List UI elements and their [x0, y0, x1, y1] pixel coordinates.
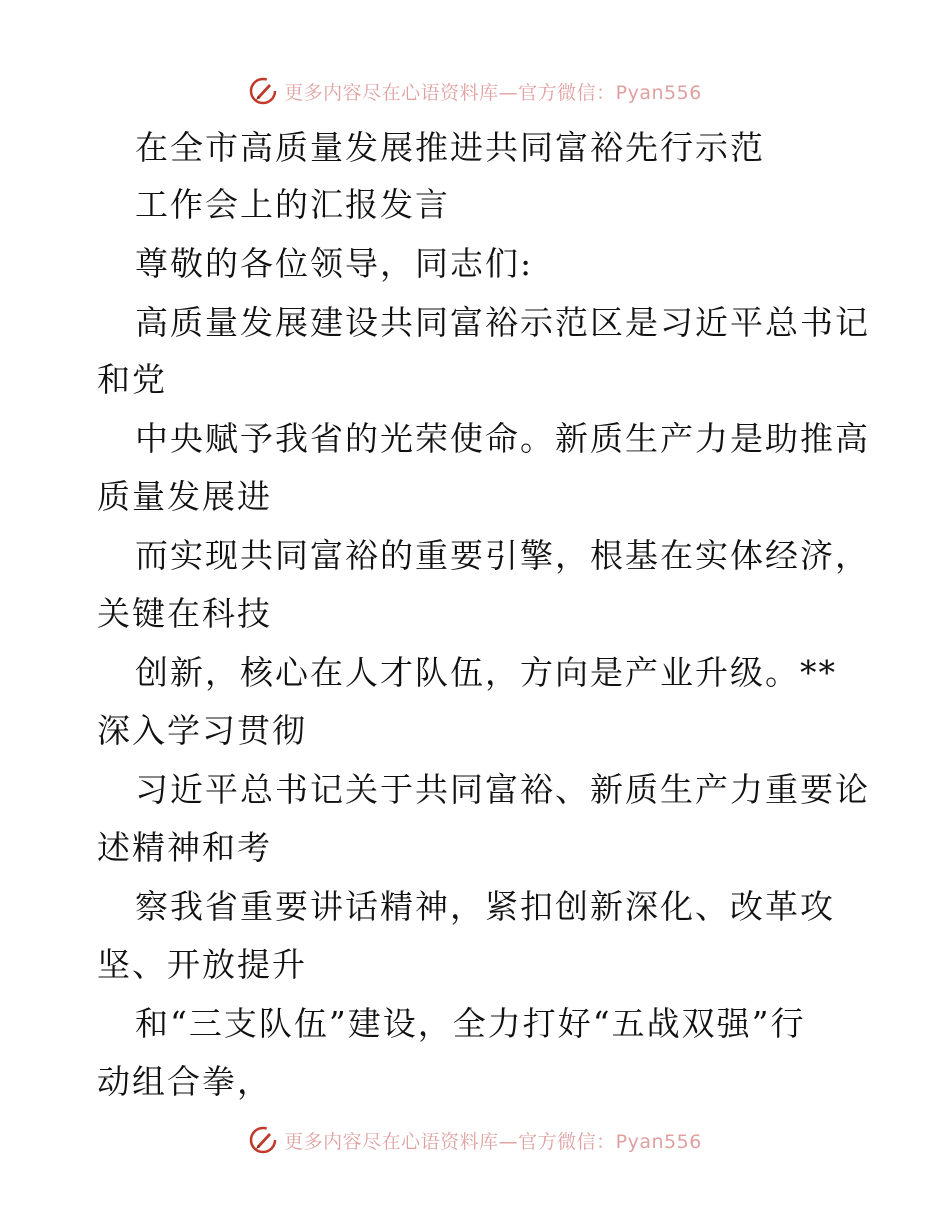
paragraph-line: 动组合拳， — [97, 1062, 272, 1101]
feather-pen-logo-icon — [248, 1125, 278, 1155]
feather-pen-logo-icon — [248, 76, 278, 106]
watermark-text: 更多内容尽在心语资料库—官方微信：Pyan556 — [284, 1130, 702, 1153]
document-title-line-1: 在全市高质量发展推进共同富裕先行示范 — [135, 128, 765, 167]
footer-watermark — [0, 1120, 950, 1160]
document-title-line-2: 工作会上的汇报发言 — [135, 185, 450, 224]
paragraph-line: 而实现共同富裕的重要引擎，根基在实体经济， — [135, 536, 870, 575]
paragraph-line: 深入学习贯彻 — [97, 711, 307, 750]
paragraph-line: 述精神和考 — [97, 828, 272, 867]
paragraph-line: 高质量发展建设共同富裕示范区是习近平总书记 — [135, 303, 870, 342]
paragraph-line: 和“三支队伍”建设，全力打好“五战双强”行 — [135, 1004, 806, 1043]
paragraph-line: 质量发展进 — [97, 477, 272, 516]
watermark-text: 更多内容尽在心语资料库—官方微信：Pyan556 — [284, 81, 702, 104]
paragraph-line: 创新，核心在人才队伍，方向是产业升级。** — [135, 653, 837, 692]
paragraph-line: 中央赋予我省的光荣使命。新质生产力是助推高 — [135, 419, 870, 458]
paragraph-line: 和党 — [97, 360, 167, 399]
paragraph-line: 习近平总书记关于共同富裕、新质生产力重要论 — [135, 770, 870, 809]
paragraph-line: 察我省重要讲话精神，紧扣创新深化、改革攻 — [135, 887, 835, 926]
paragraph-line: 关键在科技 — [97, 594, 272, 633]
paragraph-line: 坚、开放提升 — [97, 945, 307, 984]
salutation: 尊敬的各位领导，同志们: — [135, 244, 534, 283]
header-watermark — [0, 71, 950, 111]
